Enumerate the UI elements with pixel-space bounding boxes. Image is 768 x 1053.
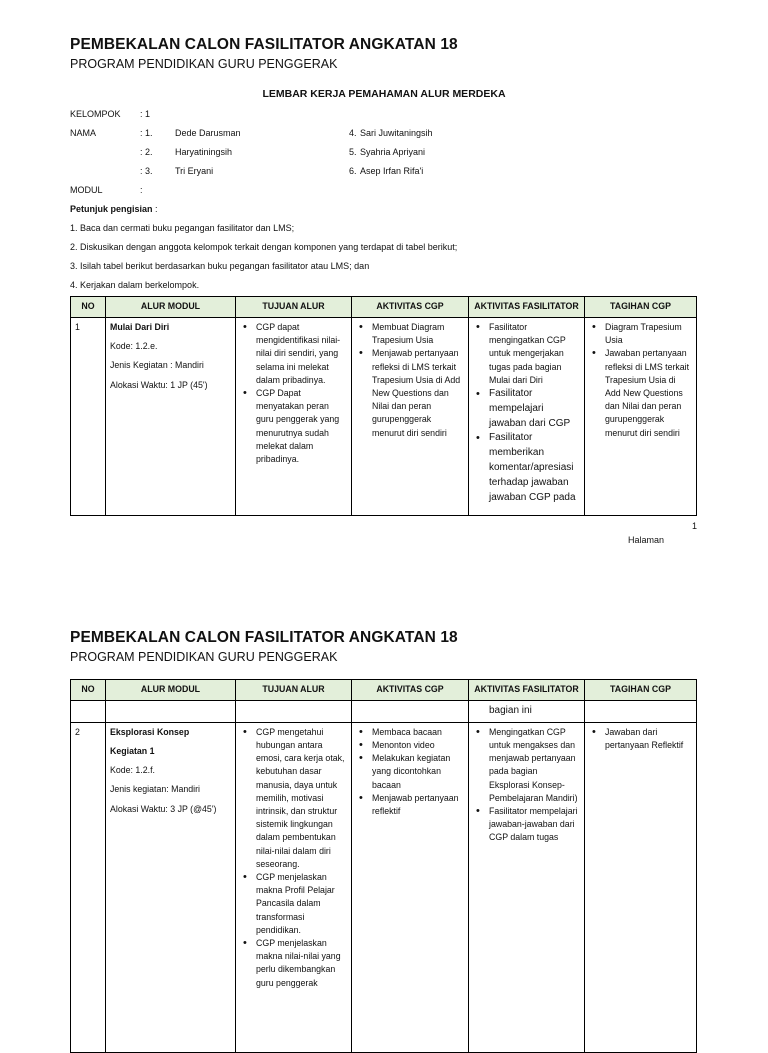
- worksheet-table: [70, 296, 697, 516]
- header-aktivitas-fasilitator: AKTIVITAS FASILITATOR: [469, 680, 585, 701]
- module-title: Mulai Dari Diri: [110, 322, 170, 332]
- member-number: 5.: [349, 147, 357, 157]
- aktivitas-fasilitator-cell: [469, 722, 585, 1052]
- alur-modul-cell: [106, 318, 236, 516]
- module-activity-type: Jenis kegiatan: Mandiri: [110, 784, 200, 795]
- instruction-item: 4. Kerjakan dalam berkelompok.: [70, 280, 200, 290]
- list-item: • Fasilitator mengingatkan CGP untuk mengerjakan tugas pada bagian Mulai dari Diri: [489, 321, 580, 387]
- member-name: Sari Juwitaningsih: [360, 128, 433, 138]
- instruction-item: 1. Baca dan cermati buku pegangan fasilitator dan LMS;: [70, 223, 295, 233]
- instructions-label-suffix: :: [152, 204, 158, 214]
- aktivitas-cgp-cell: [352, 318, 469, 516]
- member-number: : 1.: [140, 128, 153, 138]
- tagihan-cell: [585, 318, 697, 516]
- list-item: • Jawaban pertanyaan refleksi di LMS terkait Trapesium Usia di Add New Questions dan Nilai dan peran gurupenggerak menurut diri sendiri: [605, 347, 692, 439]
- module-time: Alokasi Waktu: 3 JP (@45'): [110, 803, 217, 814]
- header-tujuan-alur: TUJUAN ALUR: [236, 297, 352, 318]
- list-item: • Membaca bacaan: [372, 726, 464, 739]
- kelompok-value: : 1: [140, 109, 151, 119]
- row-number: 2: [71, 722, 106, 1052]
- tujuan-cell: [236, 722, 352, 1052]
- tujuan-cell: [236, 318, 352, 516]
- member-name: Haryatiningsih: [175, 147, 233, 157]
- member-name: Dede Darusman: [175, 128, 241, 138]
- tagihan-cell: [585, 722, 697, 1052]
- sheet-title: LEMBAR KERJA PEMAHAMAN ALUR MERDEKA: [262, 88, 506, 100]
- header-aktivitas-fasilitator: AKTIVITAS FASILITATOR: [469, 297, 585, 318]
- header-alur-modul: ALUR MODUL: [106, 680, 236, 701]
- list-item: • Fasilitator mempelajari jawaban dari CGP: [489, 387, 580, 431]
- alur-modul-cell: [106, 722, 236, 1052]
- header-no: NO: [71, 297, 106, 318]
- table-row: [71, 318, 697, 516]
- list-item: • Menjawab pertanyaan reflektif: [372, 792, 464, 818]
- list-item: • Mengingatkan CGP untuk mengakses dan menjawab pertanyaan pada bagian Eksplorasi Konsep-Pembelajaran Mandiri): [489, 726, 580, 805]
- list-item: • CGP menjelaskan makna Profil Pelajar Pancasila dalam transformasi pendidikan.: [256, 871, 347, 937]
- member-number: : 2.: [140, 147, 153, 157]
- instruction-item: 2. Diskusikan dengan anggota kelompok terkait dengan komponen yang terdapat di tabel berikut;: [70, 242, 458, 252]
- module-title: Eksplorasi Konsep: [110, 726, 190, 737]
- aktivitas-cgp-cell: [352, 722, 469, 1052]
- page-label: Halaman: [628, 535, 665, 545]
- row-number: 1: [71, 318, 106, 516]
- document-title: PEMBEKALAN CALON FASILITATOR ANGKATAN 18: [70, 629, 458, 646]
- header-tagihan-cgp: TAGIHAN CGP: [585, 297, 697, 318]
- member-name: Syahria Apriyani: [360, 147, 426, 157]
- module-activity: Kegiatan 1: [110, 746, 155, 756]
- modul-value: :: [140, 185, 143, 195]
- kelompok-label: KELOMPOK: [70, 109, 121, 119]
- list-item: • CGP mengetahui hubungan antara emosi, cara kerja otak, kebutuhan dasar manusia, daya untuk memilih, motivasi intrinsik, dan struktur sistemik lingkungan dalam pembentukan nilai-nilai dalam diri seseorang.: [256, 726, 347, 871]
- list-item: • Diagram Trapesium Usia: [605, 321, 692, 347]
- module-code: Kode: 1.2.f.: [110, 765, 155, 776]
- list-item: • Fasilitator mempelajari jawaban-jawaban dari CGP dalam tugas: [489, 805, 580, 845]
- table-header-row: [71, 297, 697, 318]
- worksheet-table: [70, 679, 697, 1053]
- member-number: 4.: [349, 128, 357, 138]
- list-item: • Melakukan kegiatan yang dicontohkan bacaan: [372, 752, 464, 792]
- header-tujuan-alur: TUJUAN ALUR: [236, 680, 352, 701]
- table-row: [71, 722, 697, 1052]
- member-name: Asep Irfan Rifa'i: [360, 166, 424, 176]
- continuation-text: bagian ini: [489, 705, 532, 716]
- list-item: • CGP menjelaskan makna nilai-nilai yang perlu dikembangkan guru penggerak: [256, 937, 347, 990]
- list-item: • CGP Dapat menyatakan peran guru penggerak yang menurutnya sudah melekat dalam pribadinya.: [256, 387, 347, 466]
- member-number: : 3.: [140, 166, 153, 176]
- list-item: • Menjawab pertanyaan refleksi di LMS terkait Trapesium Usia di Add New Questions dan Nilai dan peran gurupenggerak menurut diri sendiri: [372, 347, 464, 439]
- document-subtitle: PROGRAM PENDIDIKAN GURU PENGGERAK: [70, 650, 338, 664]
- header-aktivitas-cgp: AKTIVITAS CGP: [352, 680, 469, 701]
- instructions-heading: [70, 204, 158, 214]
- document-title: PEMBEKALAN CALON FASILITATOR ANGKATAN 18: [70, 36, 458, 53]
- module-time: Alokasi Waktu: 1 JP (45'): [110, 379, 208, 390]
- member-name: Tri Eryani: [175, 166, 214, 176]
- header-aktivitas-cgp: AKTIVITAS CGP: [352, 297, 469, 318]
- list-item: • Menonton video: [372, 739, 464, 752]
- aktivitas-fasilitator-cell: [469, 701, 585, 723]
- module-code: Kode: 1.2.e.: [110, 341, 158, 352]
- list-item: • Jawaban dari pertanyaan Reflektif: [605, 726, 692, 752]
- modul-label: MODUL: [70, 185, 103, 195]
- table-row: [71, 701, 697, 723]
- instructions-label: Petunjuk pengisian: [70, 204, 153, 214]
- aktivitas-fasilitator-cell: [469, 318, 585, 516]
- list-item: • Fasilitator memberikan komentar/apresiasi terhadap jawaban jawaban CGP pada: [489, 431, 580, 505]
- document-subtitle: PROGRAM PENDIDIKAN GURU PENGGERAK: [70, 57, 338, 71]
- list-item: • CGP dapat mengidentifikasi nilai-nilai diri sendiri, yang selama ini melekat dalam pribadinya.: [256, 321, 347, 387]
- nama-label: NAMA: [70, 128, 97, 138]
- member-number: 6.: [349, 166, 357, 176]
- header-alur-modul: ALUR MODUL: [106, 297, 236, 318]
- table-header-row: [71, 680, 697, 701]
- header-no: NO: [71, 680, 106, 701]
- header-tagihan-cgp: TAGIHAN CGP: [585, 680, 697, 701]
- instruction-item: 3. Isilah tabel berikut berdasarkan buku pegangan fasilitator atau LMS; dan: [70, 261, 370, 271]
- list-item: • Membuat Diagram Trapesium Usia: [372, 321, 464, 347]
- module-activity-type: Jenis Kegiatan : Mandiri: [110, 360, 204, 371]
- page-number: 1: [692, 521, 698, 531]
